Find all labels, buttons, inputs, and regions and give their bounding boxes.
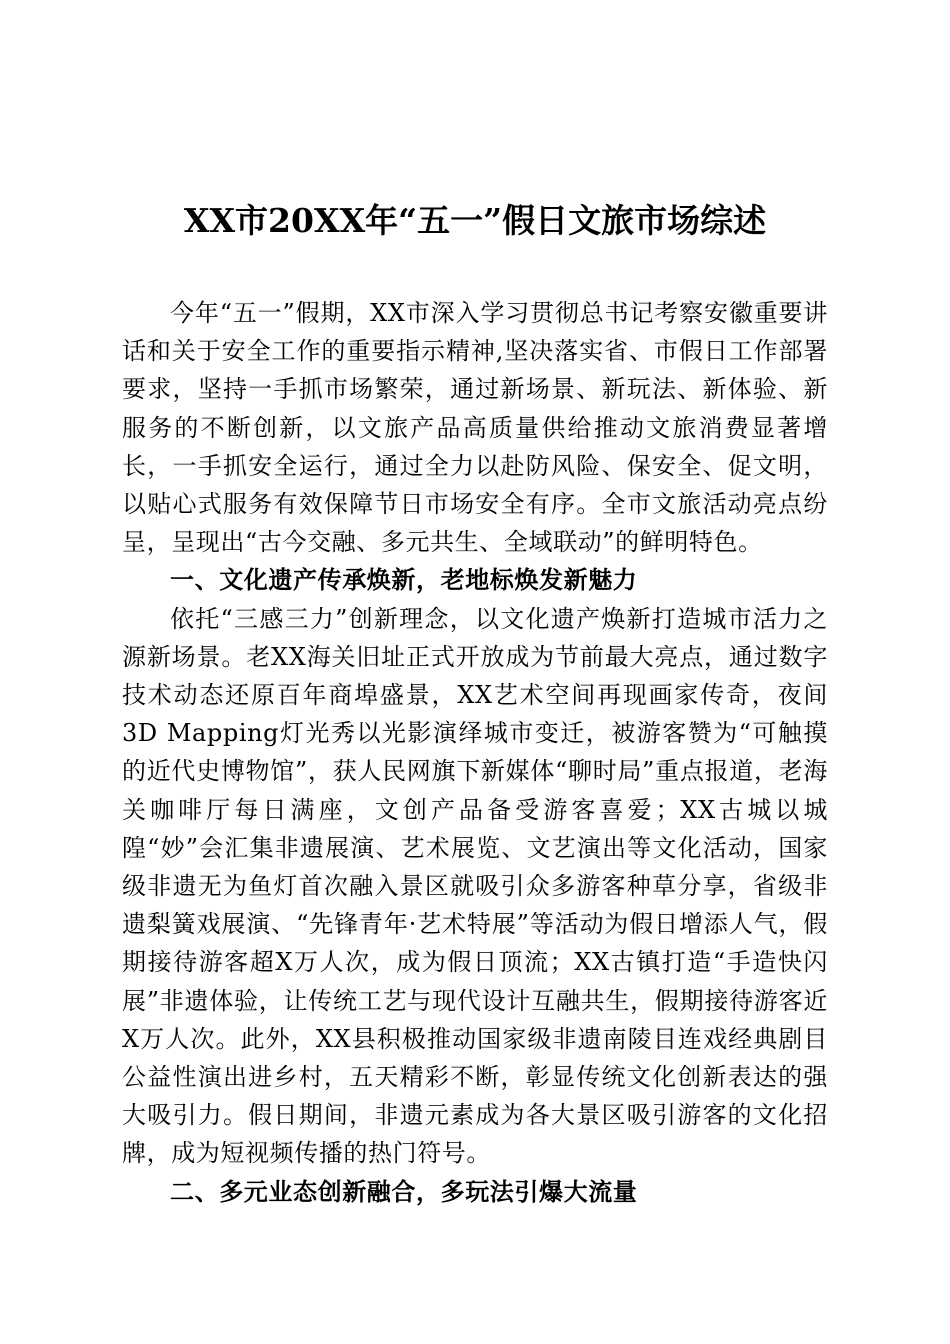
section-heading-1: 一、文化遗产传承焕新，老地标焕发新魅力: [170, 566, 638, 595]
intro-paragraph: 今年“五一”假期，XX市深入学习贯彻总书记考察安徽重要讲话和关于安全工作的重要指示精神,坚决落实省、市假日工作部署要求，坚持一手抓市场繁荣，通过新场景、新玩法、新体验、新服务的不断创新，以文旅产品高质量供给推动文旅消费显著增长，一手抓安全运行，通过全力以赴防风险、保安全、促文明，以贴心式服务有效保障节日市场安全有序。全市文旅活动亮点纷呈，呈现出“古今交融、多元共生、全域联动”的鲜明特色。: [122, 299, 828, 557]
document-body: [122, 294, 828, 1211]
document-title: XX市20XX年“五一”假日文旅市场综述: [183, 201, 767, 240]
section-heading-2: 二、多元业态创新融合，多玩法引爆大流量: [170, 1177, 638, 1206]
section-1-paragraph: 依托“三感三力”创新理念，以文化遗产焕新打造城市活力之源新场景。老XX海关旧址正式开放成为节前最大亮点，通过数字技术动态还原百年商埠盛景，XX艺术空间再现画家传奇，夜间3D Mapping灯光秀以光影演绎城市变迁，被游客赞为“可触摸的近代史博物馆”，获人民网旗下新媒体“聊时局”重点报道，老海关咖啡厅每日满座，文创产品备受游客喜爱；XX古城以城隍“妙”会汇集非遗展演、艺术展览、文艺演出等文化活动，国家级非遗无为鱼灯首次融入景区就吸引众多游客种草分享，省级非遗梨簧戏展演、“先锋青年·艺术特展”等活动为假日增添人气，假期接待游客超X万人次，成为假日顶流；XX古镇打造“手造快闪展”非遗体验，让传统工艺与现代设计互融共生，假期接待游客近X万人次。此外，XX县积极推动国家级非遗南陵目连戏经典剧目公益性演出进乡村，五天精彩不断，彰显传统文化创新表达的强大吸引力。假日期间，非遗元素成为各大景区吸引游客的文化招牌，成为短视频传播的热门符号。: [122, 604, 828, 1168]
